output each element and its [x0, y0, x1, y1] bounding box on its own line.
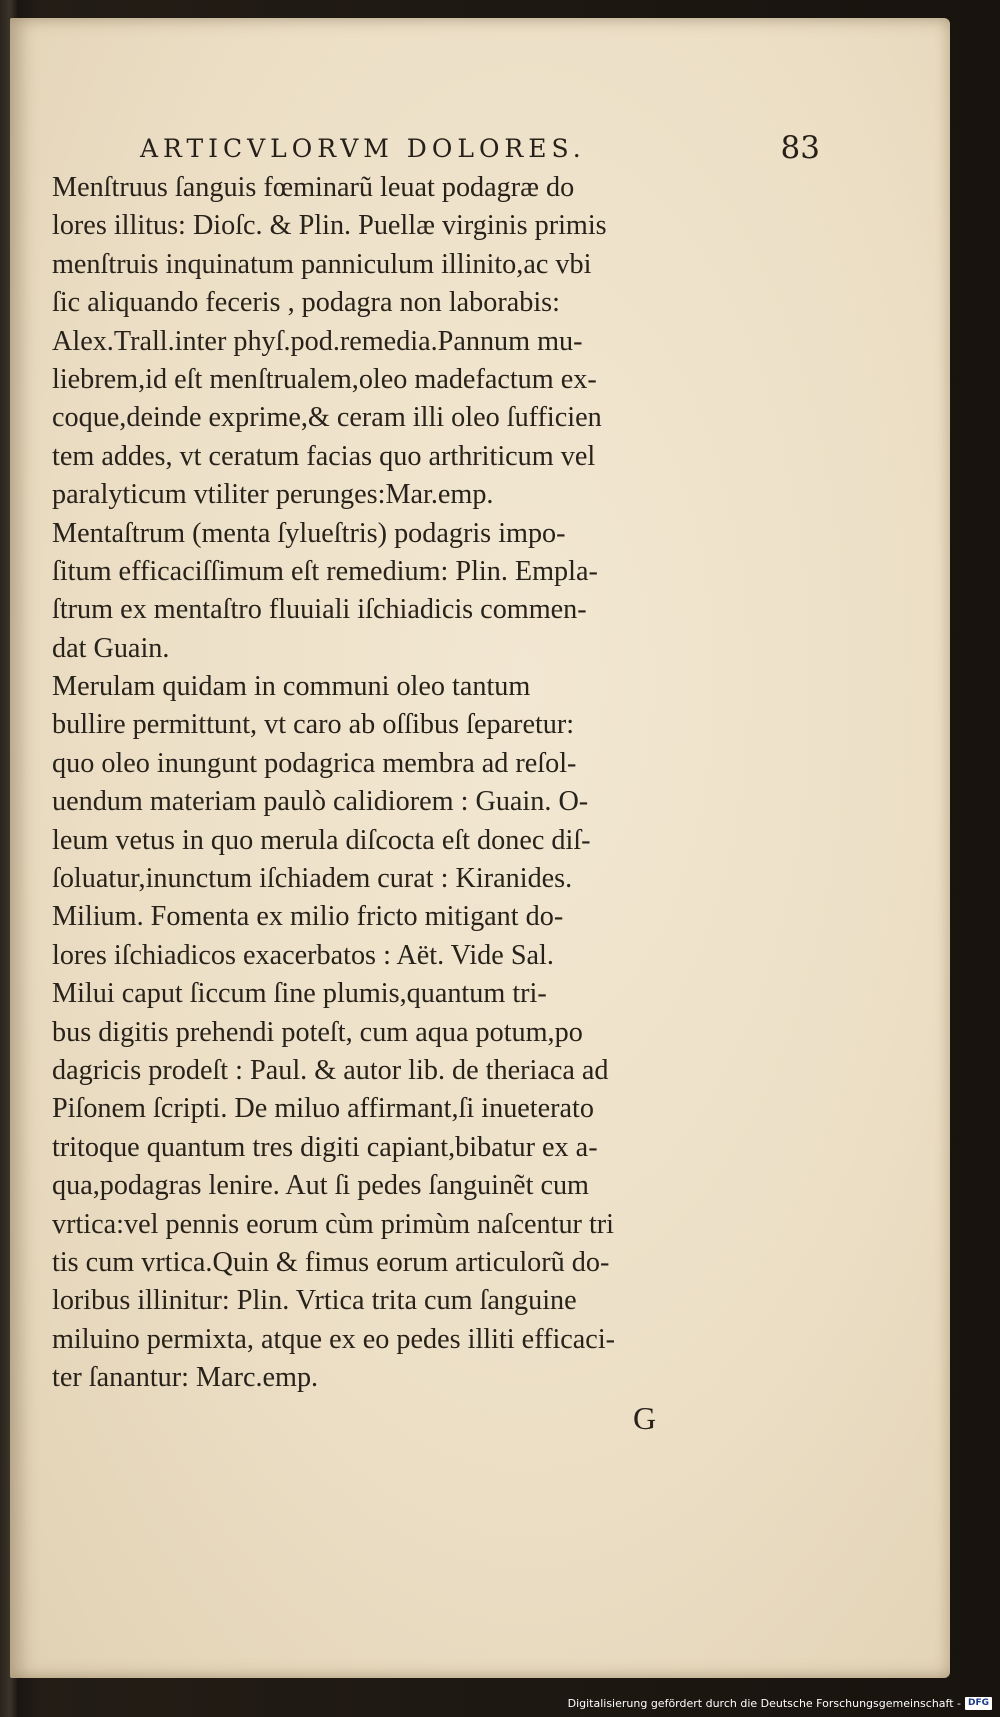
text-line: dagricis prodeſt : Paul. & autor lib. de theriaca ad: [52, 1054, 609, 1086]
text-line: paralyticum vtiliter perunges:Mar.emp.: [52, 479, 494, 511]
text-line: ſoluatur,inunctum iſchiadem curat : Kiranides.: [52, 863, 573, 895]
footer-credit-text: Digitalisierung gefördert durch die Deutsche Forschungsgemeinschaft -: [567, 1696, 961, 1710]
text-line: liebrem,id eſt menſtrualem,oleo madefactum ex-: [52, 363, 597, 395]
text-line: Merulam quidam in communi oleo tantum: [52, 671, 531, 703]
text-line: ſic aliquando feceris , podagra non laborabis:: [52, 287, 560, 319]
body-text: [52, 169, 752, 1398]
text-line: loribus illinitur: Plin. Vrtica trita cum ſanguine: [52, 1285, 577, 1317]
text-line: tis cum vrtica.Quin & fimus eorum articulorũ do-: [52, 1246, 610, 1278]
text-line: quo oleo inungunt podagrica membra ad reſol-: [52, 747, 577, 779]
text-line: uendum materiam paulò calidiorem : Guain. O-: [52, 786, 589, 818]
text-line: tem addes, vt ceratum facias quo arthriticum vel: [52, 440, 596, 472]
text-line: vrtica:vel pennis eorum cùm primùm naſcentur tri: [52, 1208, 615, 1240]
text-line: dat Guain.: [52, 632, 170, 664]
text-line: coque,deinde exprime,& ceram illi oleo ſufficien: [52, 402, 602, 434]
text-line: bus digitis prehendi poteſt, cum aqua potum,po: [52, 1016, 583, 1048]
text-line: ſtrum ex mentaſtro fluuiali iſchiadicis commen-: [52, 594, 587, 626]
text-line: leum vetus in quo merula diſcocta eſt donec diſ-: [52, 824, 591, 856]
digitization-footer: [568, 1695, 992, 1711]
text-line: ter ſanantur: Marc.emp.: [52, 1362, 319, 1394]
dfg-logo-icon: DFG: [965, 1697, 992, 1710]
signature-mark: G: [633, 1400, 657, 1436]
text-line: ſitum efficaciſſimum eſt remedium: Plin. Empla-: [52, 555, 598, 587]
text-line: Alex.Trall.inter phyſ.pod.remedia.Pannum mu-: [52, 325, 583, 357]
text-line: Piſonem ſcripti. De miluo affirmant,ſi inueterato: [52, 1093, 594, 1125]
text-line: lores iſchiadicos exacerbatos : Aët. Vide Sal.: [52, 939, 554, 971]
text-line: Milui caput ſiccum ſine plumis,quantum tri-: [52, 978, 547, 1010]
text-line: qua,podagras lenire. Aut ſi pedes ſanguinẽt cum: [52, 1170, 589, 1202]
running-head: [140, 130, 820, 170]
text-line: bullire permittunt, vt caro ab oſſibus ſeparetur:: [52, 709, 575, 741]
text-line: Menſtruus ſanguis fœminarũ leuat podagræ do: [52, 172, 575, 203]
text-line: miluino permixta, atque ex eo pedes illiti efficaci-: [52, 1323, 616, 1355]
text-line: tritoque quantum tres digiti capiant,bibatur ex a-: [52, 1131, 598, 1163]
book-page: [10, 18, 950, 1678]
page-number: 83: [780, 130, 820, 166]
running-head-title: ARTICVLORVM DOLORES.: [140, 134, 586, 163]
text-line: menſtruis inquinatum panniculum illinito,ac vbi: [52, 248, 592, 280]
text-line: Milium. Fomenta ex milio fricto mitigant do-: [52, 901, 564, 933]
text-line: lores illitus: Dioſc. & Plin. Puellæ virginis primis: [52, 210, 607, 242]
text-line: Mentaſtrum (menta ſylueſtris) podagris impo-: [52, 517, 566, 549]
